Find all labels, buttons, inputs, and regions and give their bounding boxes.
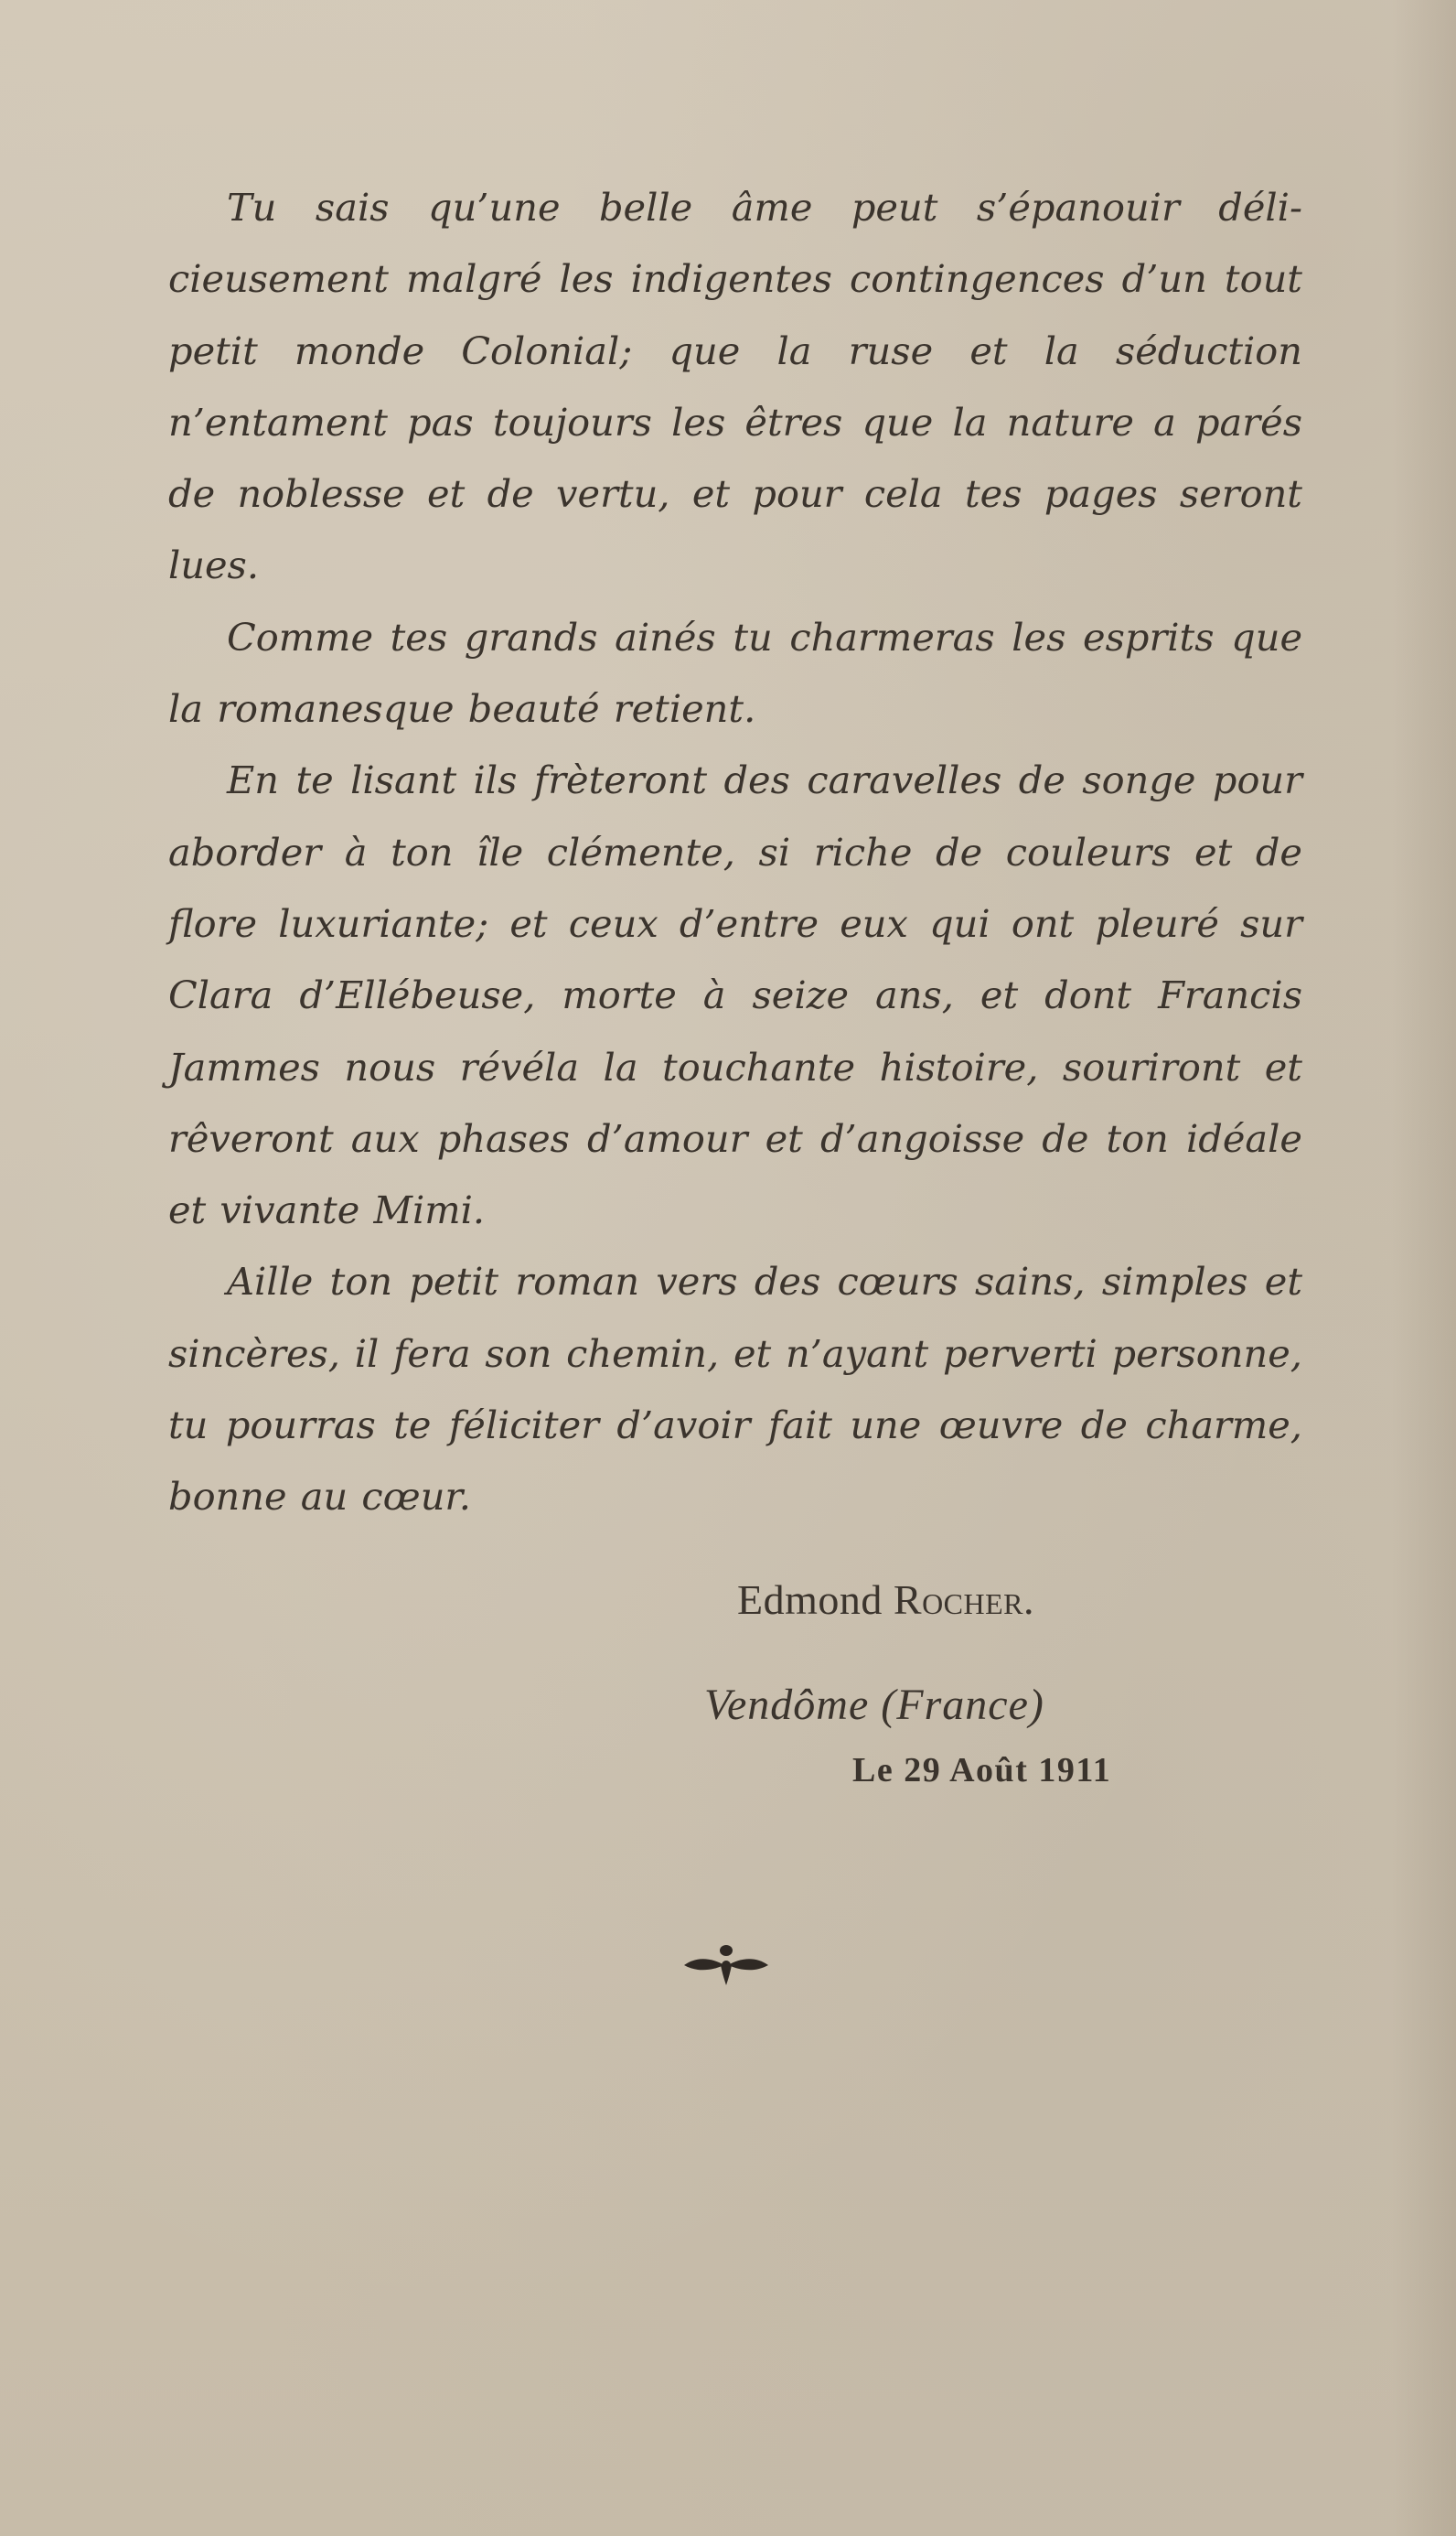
signature bbox=[737, 1575, 1034, 1624]
paragraph-3: En te lisant ils frèteront des caravelles de songe pour aborder à ton île clémente, si riche de couleurs et de flore luxuriante; et ceux d’entre eux qui ont pleuré sur Clara d’Ellébeuse, morte à seize ans, et dont Francis Jammes nous révéla la touchante histoire, souriront et rêveront aux phases d’amour et d’angoisse de ton idéale et vivante Mimi. bbox=[168, 758, 1302, 1233]
paragraph-1: Tu sais qu’une belle âme peut s’épanouir délicieusement malgré les indigentes contingences d’un tout petit monde Colonial; que la ruse et la séduction n’entament pas toujours les êtres que la nature a parés de noblesse et de vertu, et pour cela tes pages seront lues. bbox=[168, 185, 1302, 588]
signature-first-name: Edmond bbox=[737, 1576, 883, 1623]
signature-last-name: Rocher. bbox=[893, 1576, 1035, 1623]
paragraph-2: Comme tes grands ainés tu charmeras les esprits que la romanesque beauté retient. bbox=[168, 614, 1302, 732]
paragraph-4: Aille ton petit roman vers des cœurs sains, simples et sincères, il fera son chemin, et n’ayant perverti personne, tu pourras te féliciter d’avoir fait une œuvre de charme, bonne au cœur. bbox=[168, 1259, 1302, 1520]
place-line: Vendôme (France) bbox=[704, 1681, 1044, 1729]
date-line: Le 29 Août 1911 bbox=[852, 1751, 1112, 1789]
fleuron-icon bbox=[680, 1938, 772, 1993]
letter-body bbox=[168, 172, 1302, 1533]
